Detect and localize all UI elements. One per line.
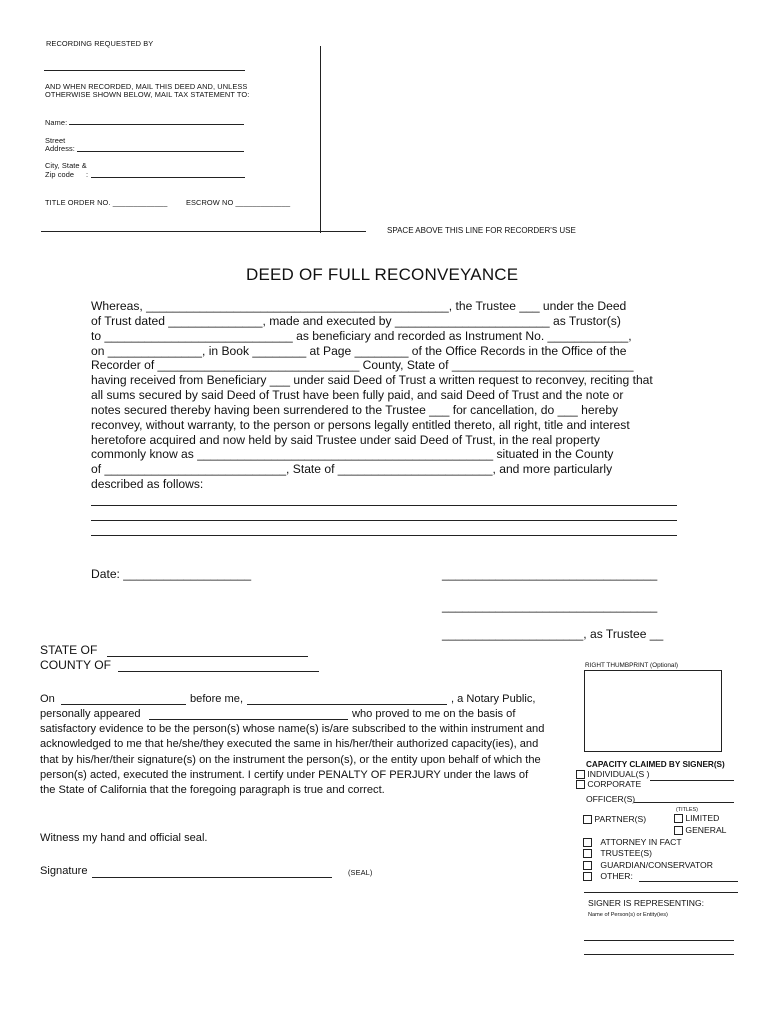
corporate-label: CORPORATE — [587, 779, 642, 789]
personally-appeared-label: personally appeared — [40, 708, 141, 720]
trustees-label: TRUSTEE(S) — [600, 848, 652, 858]
signature-label: Signature — [40, 865, 88, 877]
as-trustee-line[interactable]: _____________________, as Trustee __ — [442, 627, 664, 641]
general-checkbox[interactable] — [674, 826, 683, 835]
name-of-persons-label: Name of Person(s) or Entity(ies) — [588, 912, 668, 918]
general-option[interactable] — [674, 825, 726, 835]
description-line-2[interactable] — [91, 520, 677, 521]
county-of-line[interactable] — [118, 671, 319, 672]
guardian-option[interactable] — [583, 860, 713, 870]
individual-label: INDIVIDUAL(S ) — [587, 769, 650, 779]
address-label: Address: — [45, 144, 75, 153]
representing-line-2[interactable] — [584, 954, 734, 955]
mail-instructions-line2: OTHERWISE SHOWN BELOW, MAIL TAX STATEMENT TO: — [45, 90, 250, 99]
date-field[interactable]: Date: ___________________ — [91, 567, 252, 581]
partners-checkbox[interactable] — [583, 815, 592, 824]
address-line[interactable] — [77, 151, 244, 152]
attorney-label: ATTORNEY IN FACT — [600, 837, 682, 847]
mail-instructions-line1: AND WHEN RECORDED, MAIL THIS DEED AND, UNLESS — [45, 82, 248, 91]
officers-label: OFFICER(S) — [586, 794, 636, 804]
notary-paragraph — [40, 722, 544, 798]
other-checkbox[interactable] — [583, 872, 592, 881]
body-line: notes secured thereby having been surrendered to the Trustee ___ for cancellation, do ___ hereby — [91, 402, 619, 417]
capacity-heading: CAPACITY CLAIMED BY SIGNER(S) — [586, 760, 725, 769]
titles-label: (TITLES) — [676, 807, 698, 813]
body-line: to ____________________________ as beneficiary and recorded as Instrument No. ____________, — [91, 328, 632, 343]
notary-public-label: , a Notary Public, — [451, 693, 536, 705]
notary-line: that by his/her/their signature(s) on the instrument the person(s), or the entity upon behalf of which the — [40, 753, 541, 766]
representing-line-1[interactable] — [584, 940, 734, 941]
name-line[interactable] — [69, 124, 244, 125]
thumbprint-box — [584, 670, 722, 752]
body-line: commonly know as ____________________________________________ situated in the County — [91, 447, 614, 462]
notary-line: the State of California that the foregoing paragraph is true and correct. — [40, 784, 385, 797]
description-line-3[interactable] — [91, 535, 677, 536]
limited-label: LIMITED — [685, 813, 720, 823]
body-line: described as follows: — [91, 477, 204, 492]
partners-label: PARTNER(S) — [594, 814, 647, 824]
recorder-use-label: SPACE ABOVE THIS LINE FOR RECORDER'S USE — [387, 226, 576, 235]
zip-code-colon: : — [86, 170, 89, 179]
state-of-label: STATE OF — [40, 643, 98, 657]
guardian-label: GUARDIAN/CONSERVATOR — [600, 860, 713, 870]
body-line: of ___________________________, State of _______________________, and more particularly — [91, 462, 613, 477]
city-zip-line[interactable] — [91, 177, 245, 178]
individual-line[interactable] — [650, 780, 734, 781]
deed-body — [91, 299, 653, 492]
recording-requested-line[interactable] — [44, 70, 245, 71]
zip-code-label: Zip code — [45, 170, 75, 179]
body-line: all sums secured by said Deed of Trust have been fully paid, and said Deed of Trust and the note or — [91, 388, 624, 403]
proved-text: who proved to me on the basis of — [352, 708, 516, 720]
seal-label: (SEAL) — [348, 868, 373, 877]
street-label: Street — [45, 136, 66, 145]
recording-requested-label: RECORDING REQUESTED BY — [46, 39, 154, 48]
escrow-label: ESCROW NO _____________ — [186, 198, 291, 207]
appeared-name-line[interactable] — [149, 719, 348, 720]
on-date-line[interactable] — [61, 704, 186, 705]
county-of-label: COUNTY OF — [40, 658, 111, 672]
notary-name-line[interactable] — [247, 704, 447, 705]
limited-option[interactable] — [674, 813, 719, 823]
on-label: On — [40, 693, 55, 705]
partners-option[interactable] — [583, 814, 646, 824]
witness-text: Witness my hand and official seal. — [40, 832, 208, 844]
body-line: on ______________, in Book ________ at Page ________ of the Office Records in the Office of the — [91, 343, 627, 358]
capacity-divider — [584, 892, 738, 893]
officers-line[interactable] — [634, 802, 734, 803]
name-label: Name: — [45, 118, 68, 127]
individual-checkbox[interactable] — [576, 770, 585, 779]
other-line[interactable] — [639, 881, 738, 882]
body-line: of Trust dated ______________, made and executed by _______________________ as Trustor(s) — [91, 313, 621, 328]
body-line: reconvey, without warranty, to the person or persons legally entitled thereto, all right, title and interest — [91, 417, 630, 432]
notary-line: person(s) acted, executed the instrument. I certify under PENALTY OF PERJURY under the laws of — [40, 768, 529, 781]
signer-representing-label: SIGNER IS REPRESENTING: — [588, 898, 705, 908]
other-label: OTHER: — [600, 871, 633, 881]
notary-line: satisfactory evidence to be the person(s) whose name(s) is/are subscribed to the within instrument and — [40, 723, 545, 735]
body-line: having received from Beneficiary ___ under said Deed of Trust a written request to reconvey, reciting that — [91, 373, 653, 388]
city-state-label: City, State & — [45, 161, 87, 170]
recorder-line — [41, 231, 366, 232]
body-line: Whereas, _____________________________________________, the Trustee ___ under the Deed — [91, 299, 627, 313]
document-title: DEED OF FULL RECONVEYANCE — [246, 265, 519, 284]
trustee-signature-line-2[interactable]: ________________________________ — [442, 599, 658, 613]
attorney-option[interactable] — [583, 837, 682, 847]
individual-option[interactable] — [576, 769, 649, 779]
guardian-checkbox[interactable] — [583, 861, 592, 870]
general-label: GENERAL — [685, 825, 727, 835]
attorney-checkbox[interactable] — [583, 838, 592, 847]
body-line: heretofore acquired and now held by said Trustee under said Deed of Trust, in the real property — [91, 432, 600, 447]
notary-line: acknowledged to me that he/she/they executed the same in his/her/their authorized capacity(ies), and — [40, 738, 539, 751]
description-line-1[interactable] — [91, 505, 677, 506]
trustee-signature-line-1[interactable]: ________________________________ — [442, 567, 658, 581]
limited-checkbox[interactable] — [674, 814, 683, 823]
before-me-label: before me, — [190, 693, 244, 705]
state-of-line[interactable] — [107, 656, 308, 657]
header-divider-vertical — [320, 46, 321, 233]
corporate-option[interactable] — [576, 779, 641, 789]
title-order-label: TITLE ORDER NO. _____________ — [45, 198, 168, 207]
corporate-checkbox[interactable] — [576, 780, 585, 789]
trustees-checkbox[interactable] — [583, 849, 592, 858]
trustees-option[interactable] — [583, 848, 652, 858]
thumbprint-label: RIGHT THUMBPRINT (Optional) — [585, 662, 679, 669]
body-line: Recorder of ______________________________ County, State of ___________________________ — [91, 358, 634, 373]
other-option[interactable] — [583, 871, 633, 881]
notary-signature-line[interactable] — [92, 877, 332, 878]
